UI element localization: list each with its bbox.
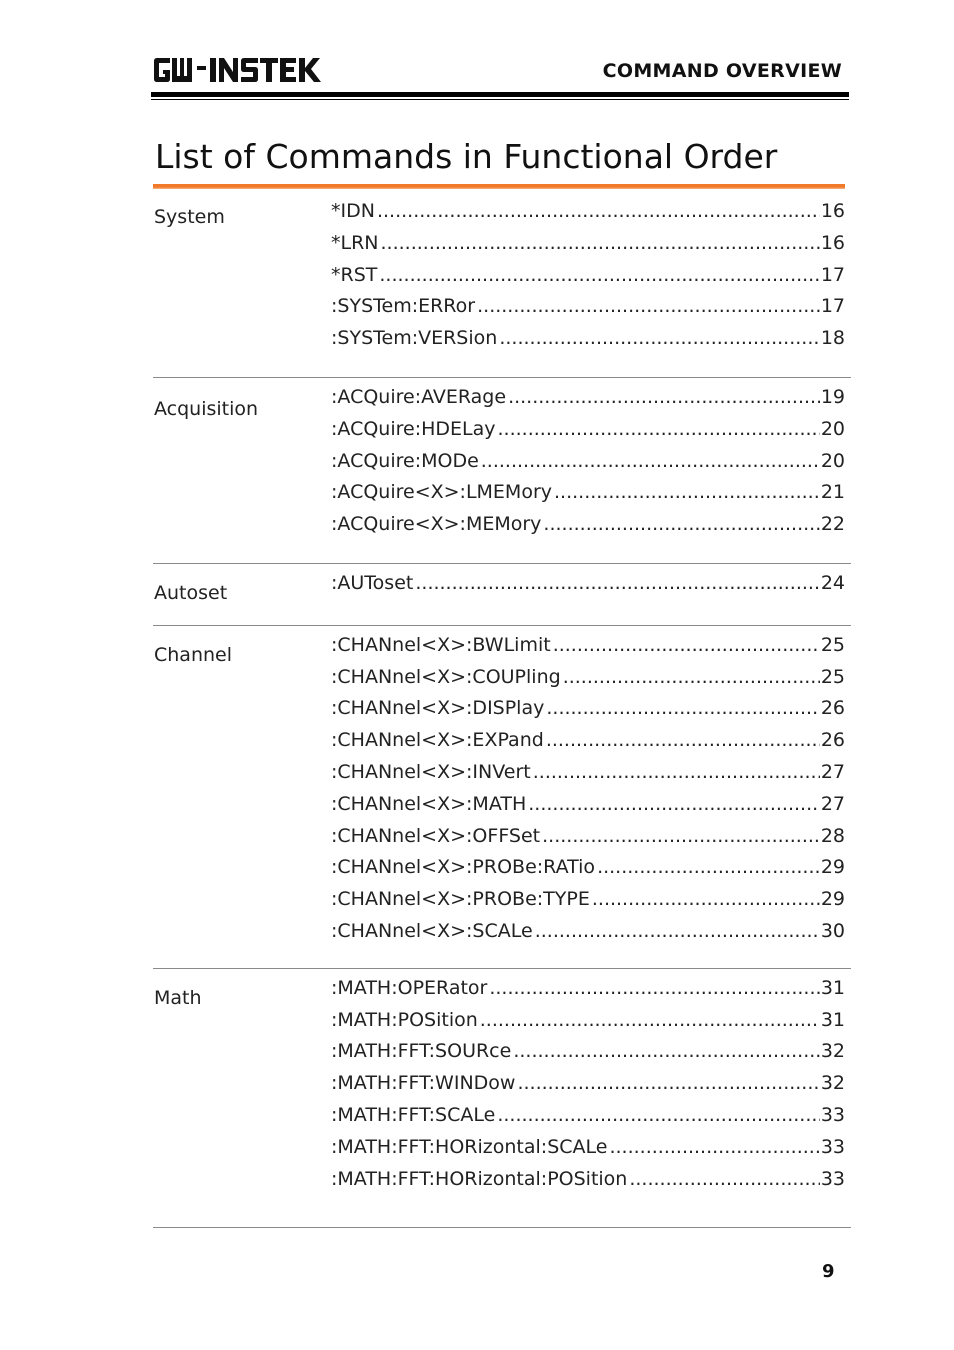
command-entry[interactable] <box>331 450 845 482</box>
command-entry[interactable] <box>331 1104 845 1136</box>
command-name: :AUToset <box>331 571 414 594</box>
dot-leader <box>535 920 820 942</box>
dot-leader <box>629 1168 819 1190</box>
dot-leader <box>513 1040 819 1062</box>
command-name: :CHANnel<X>:EXPand <box>331 729 544 752</box>
page-number: 9 <box>822 1261 835 1282</box>
command-page-number: 27 <box>820 760 845 783</box>
header-section-title: COMMAND OVERVIEW <box>602 60 842 82</box>
command-name: :CHANnel<X>:SCALe <box>331 919 533 942</box>
group-label: Math <box>154 986 202 1009</box>
command-entry[interactable] <box>331 761 845 793</box>
command-page-number: 24 <box>820 571 845 594</box>
dot-leader <box>497 1104 819 1126</box>
command-name: :CHANnel<X>:OFFSet <box>331 824 541 847</box>
group-math <box>153 969 851 1229</box>
command-name: *RST <box>331 263 378 286</box>
command-entry[interactable] <box>331 264 845 296</box>
command-name: :ACQuire<X>:MEMory <box>331 513 542 536</box>
command-list <box>331 977 845 1200</box>
command-list <box>331 572 845 604</box>
command-page-number: 32 <box>820 1040 845 1063</box>
command-page-number: 33 <box>820 1167 845 1190</box>
command-entry[interactable] <box>331 1009 845 1041</box>
group-acquisition <box>153 378 851 564</box>
command-name: *IDN <box>331 200 375 222</box>
command-entry[interactable] <box>331 481 845 513</box>
command-name: :CHANnel<X>:MATH <box>331 792 527 815</box>
dot-leader <box>489 977 819 999</box>
command-entry[interactable] <box>331 697 845 729</box>
command-entry[interactable] <box>331 386 845 418</box>
command-entry[interactable] <box>331 666 845 698</box>
dot-leader <box>477 295 820 317</box>
group-label: Channel <box>154 643 233 666</box>
command-entry[interactable] <box>331 1136 845 1168</box>
command-page-number: 20 <box>820 449 845 472</box>
command-page-number: 18 <box>820 327 845 350</box>
command-name: :ACQuire:HDELay <box>331 417 496 440</box>
command-name: :MATH:OPERator <box>331 976 488 999</box>
page-title: List of Commands in Functional Order <box>155 137 778 176</box>
title-underline-bar <box>153 184 845 189</box>
command-entry[interactable] <box>331 856 845 888</box>
header-rule-thin <box>151 99 849 100</box>
command-page-number: 32 <box>820 1072 845 1095</box>
command-entry[interactable] <box>331 418 845 450</box>
dot-leader <box>517 1072 819 1094</box>
gw-instek-logo <box>153 56 323 84</box>
command-page-number: 33 <box>820 1135 845 1158</box>
dot-leader <box>508 386 820 408</box>
command-entry[interactable] <box>331 1040 845 1072</box>
dot-leader <box>415 572 819 594</box>
dot-leader <box>533 761 820 783</box>
command-page-number: 25 <box>820 633 845 656</box>
command-entry[interactable] <box>331 513 845 545</box>
command-name: :MATH:FFT:HORizontal:SCALe <box>331 1135 608 1158</box>
group-system <box>153 200 851 378</box>
group-channel <box>153 626 851 969</box>
command-entry[interactable] <box>331 888 845 920</box>
command-entry[interactable] <box>331 1168 845 1200</box>
command-name: :CHANnel<X>:DISPlay <box>331 697 545 720</box>
group-label: System <box>154 206 225 228</box>
command-entry[interactable] <box>331 572 845 604</box>
command-entry[interactable] <box>331 634 845 666</box>
header-rule-thick <box>151 92 849 97</box>
command-page-number: 31 <box>820 1008 845 1031</box>
command-page-number: 33 <box>820 1103 845 1126</box>
dot-leader <box>546 697 819 719</box>
group-label: Autoset <box>154 581 228 604</box>
dot-leader <box>597 856 820 878</box>
command-page-number: 29 <box>820 856 845 879</box>
command-page-number: 22 <box>820 513 845 536</box>
group-autoset <box>153 564 851 626</box>
command-page-number: 16 <box>820 200 845 222</box>
command-page-number: 19 <box>820 385 845 408</box>
command-page-number: 29 <box>820 888 845 911</box>
command-name: :MATH:POSition <box>331 1008 478 1031</box>
command-entry[interactable] <box>331 200 845 232</box>
command-table <box>153 200 851 1228</box>
command-page-number: 28 <box>820 824 845 847</box>
command-entry[interactable] <box>331 825 845 857</box>
dot-leader <box>554 481 820 503</box>
command-entry[interactable] <box>331 232 845 264</box>
dot-leader <box>609 1136 819 1158</box>
command-name: *LRN <box>331 231 379 254</box>
dot-leader <box>528 793 820 815</box>
command-name: :MATH:FFT:WINDow <box>331 1072 516 1095</box>
command-name: :ACQuire:MODe <box>331 449 479 472</box>
dot-leader <box>379 264 819 286</box>
command-list <box>331 634 845 952</box>
command-page-number: 27 <box>820 792 845 815</box>
command-name: :CHANnel<X>:PROBe:TYPE <box>331 888 590 911</box>
dot-leader <box>546 729 820 751</box>
command-entry[interactable] <box>331 1072 845 1104</box>
command-entry[interactable] <box>331 327 845 359</box>
dot-leader <box>542 825 820 847</box>
command-list <box>331 386 845 545</box>
dot-leader <box>499 327 819 349</box>
dot-leader <box>553 634 820 656</box>
command-name: :CHANnel<X>:COUPling <box>331 665 561 688</box>
dot-leader <box>543 513 819 535</box>
command-entry[interactable] <box>331 729 845 761</box>
command-name: :CHANnel<X>:BWLimit <box>331 633 551 656</box>
command-name: :SYSTem:VERSion <box>331 327 498 350</box>
command-entry[interactable] <box>331 977 845 1009</box>
dot-leader <box>381 232 820 254</box>
dot-leader <box>377 200 820 222</box>
command-entry[interactable] <box>331 920 845 952</box>
command-page-number: 16 <box>820 231 845 254</box>
logo-graphic <box>153 56 323 84</box>
dot-leader <box>481 450 820 472</box>
command-name: :MATH:FFT:HORizontal:POSition <box>331 1167 628 1190</box>
command-page-number: 17 <box>820 295 845 318</box>
command-name: :MATH:FFT:SCALe <box>331 1103 496 1126</box>
dot-leader <box>480 1009 820 1031</box>
command-name: :CHANnel<X>:PROBe:RATio <box>331 856 596 879</box>
command-name: :MATH:FFT:SOURce <box>331 1040 512 1063</box>
command-list <box>331 200 845 359</box>
command-name: :SYSTem:ERRor <box>331 295 476 318</box>
command-page-number: 30 <box>820 919 845 942</box>
command-page-number: 21 <box>820 481 845 504</box>
command-page-number: 17 <box>820 263 845 286</box>
dot-leader <box>592 888 820 910</box>
command-page-number: 31 <box>820 976 845 999</box>
group-label: Acquisition <box>154 397 259 420</box>
command-entry[interactable] <box>331 793 845 825</box>
command-name: :ACQuire<X>:LMEMory <box>331 481 553 504</box>
command-page-number: 25 <box>820 665 845 688</box>
command-entry[interactable] <box>331 295 845 327</box>
command-page-number: 26 <box>820 697 845 720</box>
command-page-number: 26 <box>820 729 845 752</box>
command-name: :CHANnel<X>:INVert <box>331 760 531 783</box>
command-name: :ACQuire:AVERage <box>331 385 507 408</box>
dot-leader <box>498 418 820 440</box>
command-page-number: 20 <box>820 417 845 440</box>
dot-leader <box>563 666 820 688</box>
